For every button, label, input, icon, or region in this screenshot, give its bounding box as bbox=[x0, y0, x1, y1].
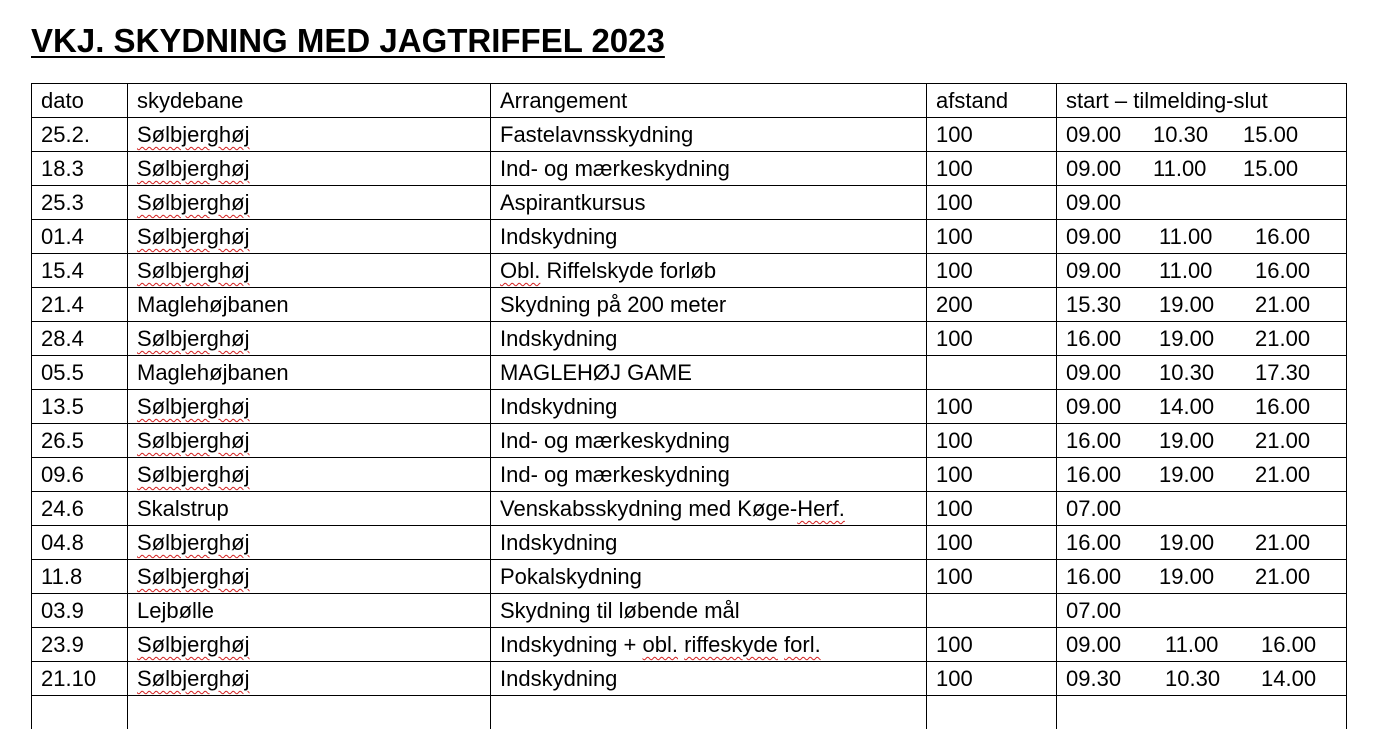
cell-afstand: 100 bbox=[927, 662, 1057, 696]
cell-arrangement: Skydning til løbende mål bbox=[491, 594, 927, 628]
cell-afstand: 200 bbox=[927, 288, 1057, 322]
cell-dato: 01.4 bbox=[32, 220, 128, 254]
skydebane-text: Maglehøjbanen bbox=[137, 360, 289, 385]
cell-skydebane bbox=[128, 560, 491, 594]
cell-tider bbox=[1057, 424, 1347, 458]
cell-afstand: 100 bbox=[927, 390, 1057, 424]
cell-dato: 24.6 bbox=[32, 492, 128, 526]
cell-arrangement: Indskydning bbox=[491, 322, 927, 356]
table-row bbox=[32, 288, 1347, 322]
table-header-row bbox=[32, 84, 1347, 118]
skydebane-text: Sølbjerghøj bbox=[137, 428, 249, 453]
cell-tider bbox=[1057, 220, 1347, 254]
time-slut: 15.00 bbox=[1243, 118, 1331, 151]
time-slut: 21.00 bbox=[1255, 288, 1343, 321]
cell-skydebane bbox=[128, 696, 491, 729]
cell-afstand: 100 bbox=[927, 458, 1057, 492]
cell-dato: 05.5 bbox=[32, 356, 128, 390]
skydebane-text: Sølbjerghøj bbox=[137, 156, 249, 181]
cell-tider bbox=[1057, 458, 1347, 492]
table-row bbox=[32, 186, 1347, 220]
cell-skydebane bbox=[128, 492, 491, 526]
cell-tider bbox=[1057, 662, 1347, 696]
skydebane-text: Sølbjerghøj bbox=[137, 326, 249, 351]
cell-dato: 28.4 bbox=[32, 322, 128, 356]
cell-dato: 21.10 bbox=[32, 662, 128, 696]
cell-dato: 21.4 bbox=[32, 288, 128, 322]
table-row bbox=[32, 152, 1347, 186]
spelling-flag: Obl. bbox=[500, 258, 540, 283]
cell-arrangement: Indskydning bbox=[491, 390, 927, 424]
table-row bbox=[32, 322, 1347, 356]
cell-arrangement: Ind- og mærkeskydning bbox=[491, 424, 927, 458]
table-row bbox=[32, 458, 1347, 492]
cell-arrangement: Pokalskydning bbox=[491, 560, 927, 594]
time-start: 09.00 bbox=[1066, 390, 1159, 423]
cell-skydebane bbox=[128, 424, 491, 458]
table-row bbox=[32, 662, 1347, 696]
time-tilmelding: 11.00 bbox=[1165, 628, 1261, 661]
cell-tider bbox=[1057, 322, 1347, 356]
cell-dato: 26.5 bbox=[32, 424, 128, 458]
time-start: 09.00 bbox=[1066, 220, 1159, 253]
table-row bbox=[32, 492, 1347, 526]
cell-arrangement: Indskydning bbox=[491, 526, 927, 560]
time-tilmelding: 19.00 bbox=[1159, 322, 1255, 355]
time-tilmelding: 11.00 bbox=[1159, 254, 1255, 287]
cell-dato: 25.3 bbox=[32, 186, 128, 220]
spelling-flag: riffeskyde bbox=[684, 632, 778, 657]
time-start: 09.00 bbox=[1066, 356, 1159, 389]
cell-dato: 23.9 bbox=[32, 628, 128, 662]
time-start: 16.00 bbox=[1066, 424, 1159, 457]
skydebane-text: Sølbjerghøj bbox=[137, 258, 249, 283]
time-tilmelding: 11.00 bbox=[1153, 152, 1243, 185]
time-slut: 15.00 bbox=[1243, 152, 1331, 185]
cell-arrangement: Ind- og mærkeskydning bbox=[491, 458, 927, 492]
table-row bbox=[32, 254, 1347, 288]
table-row bbox=[32, 696, 1347, 729]
cell-skydebane bbox=[128, 390, 491, 424]
time-start: 09.30 bbox=[1066, 662, 1165, 695]
cell-arrangement: Aspirantkursus bbox=[491, 186, 927, 220]
cell-afstand: 100 bbox=[927, 152, 1057, 186]
cell-skydebane bbox=[128, 220, 491, 254]
time-tilmelding: 11.00 bbox=[1159, 220, 1255, 253]
table-row bbox=[32, 118, 1347, 152]
cell-tider bbox=[1057, 560, 1347, 594]
spelling-flag: forl. bbox=[784, 632, 821, 657]
cell-skydebane bbox=[128, 152, 491, 186]
time-tilmelding: 14.00 bbox=[1159, 390, 1255, 423]
table-row bbox=[32, 628, 1347, 662]
cell-arrangement: Fastelavnsskydning bbox=[491, 118, 927, 152]
time-tilmelding: 10.30 bbox=[1159, 356, 1255, 389]
cell-tider bbox=[1057, 526, 1347, 560]
cell-afstand bbox=[927, 356, 1057, 390]
table-row bbox=[32, 526, 1347, 560]
cell-tider bbox=[1057, 696, 1347, 729]
cell-tider bbox=[1057, 390, 1347, 424]
cell-afstand bbox=[927, 696, 1057, 729]
header-tider: start – tilmelding-slut bbox=[1057, 84, 1347, 118]
cell-afstand: 100 bbox=[927, 424, 1057, 458]
time-slut: 16.00 bbox=[1255, 254, 1343, 287]
cell-skydebane bbox=[128, 254, 491, 288]
time-slut: 21.00 bbox=[1255, 560, 1343, 593]
skydebane-text: Sølbjerghøj bbox=[137, 632, 249, 657]
cell-skydebane bbox=[128, 594, 491, 628]
time-start: 09.00 bbox=[1066, 118, 1153, 151]
cell-afstand: 100 bbox=[927, 220, 1057, 254]
time-start: 16.00 bbox=[1066, 458, 1159, 491]
spelling-flag: obl. bbox=[643, 632, 678, 657]
cell-dato: 09.6 bbox=[32, 458, 128, 492]
skydebane-text: Maglehøjbanen bbox=[137, 292, 289, 317]
spelling-flag: Herf. bbox=[797, 496, 845, 521]
cell-afstand: 100 bbox=[927, 526, 1057, 560]
header-afstand: afstand bbox=[927, 84, 1057, 118]
table-row bbox=[32, 424, 1347, 458]
cell-dato: 03.9 bbox=[32, 594, 128, 628]
cell-tider bbox=[1057, 594, 1347, 628]
time-slut: 21.00 bbox=[1255, 458, 1343, 491]
cell-skydebane bbox=[128, 118, 491, 152]
header-dato: dato bbox=[32, 84, 128, 118]
cell-skydebane bbox=[128, 186, 491, 220]
schedule-table bbox=[31, 83, 1347, 729]
time-tilmelding: 10.30 bbox=[1165, 662, 1261, 695]
cell-arrangement: MAGLEHØJ GAME bbox=[491, 356, 927, 390]
time-slut: 16.00 bbox=[1255, 220, 1343, 253]
cell-skydebane bbox=[128, 662, 491, 696]
time-start: 16.00 bbox=[1066, 322, 1159, 355]
cell-afstand bbox=[927, 594, 1057, 628]
time-start: 07.00 bbox=[1066, 492, 1159, 525]
cell-dato: 13.5 bbox=[32, 390, 128, 424]
time-tilmelding: 19.00 bbox=[1159, 458, 1255, 491]
skydebane-text: Sølbjerghøj bbox=[137, 564, 249, 589]
document-title: VKJ. SKYDNING MED JAGTRIFFEL 2023 bbox=[31, 20, 665, 62]
cell-skydebane bbox=[128, 458, 491, 492]
time-slut: 16.00 bbox=[1255, 390, 1343, 423]
cell-arrangement bbox=[491, 696, 927, 729]
cell-tider bbox=[1057, 628, 1347, 662]
table-row bbox=[32, 220, 1347, 254]
cell-arrangement: Indskydning bbox=[491, 662, 927, 696]
time-tilmelding: 10.30 bbox=[1153, 118, 1243, 151]
cell-skydebane bbox=[128, 526, 491, 560]
cell-dato: 25.2. bbox=[32, 118, 128, 152]
time-slut: 16.00 bbox=[1261, 628, 1347, 661]
skydebane-text: Sølbjerghøj bbox=[137, 122, 249, 147]
header-arrangement: Arrangement bbox=[491, 84, 927, 118]
cell-dato bbox=[32, 696, 128, 729]
cell-arrangement: Ind- og mærkeskydning bbox=[491, 152, 927, 186]
cell-skydebane bbox=[128, 322, 491, 356]
time-slut: 21.00 bbox=[1255, 424, 1343, 457]
skydebane-text: Lejbølle bbox=[137, 598, 214, 623]
cell-tider bbox=[1057, 118, 1347, 152]
cell-tider bbox=[1057, 152, 1347, 186]
cell-tider bbox=[1057, 288, 1347, 322]
skydebane-text: Sølbjerghøj bbox=[137, 666, 249, 691]
time-start: 09.00 bbox=[1066, 628, 1165, 661]
cell-arrangement: Indskydning + obl. riffeskyde forl. bbox=[491, 628, 927, 662]
time-start: 16.00 bbox=[1066, 526, 1159, 559]
cell-arrangement: Skydning på 200 meter bbox=[491, 288, 927, 322]
time-start: 16.00 bbox=[1066, 560, 1159, 593]
cell-afstand: 100 bbox=[927, 118, 1057, 152]
time-slut: 17.30 bbox=[1255, 356, 1343, 389]
cell-skydebane bbox=[128, 628, 491, 662]
cell-dato: 18.3 bbox=[32, 152, 128, 186]
cell-skydebane bbox=[128, 288, 491, 322]
cell-afstand: 100 bbox=[927, 322, 1057, 356]
cell-dato: 15.4 bbox=[32, 254, 128, 288]
time-start: 09.00 bbox=[1066, 152, 1153, 185]
cell-tider bbox=[1057, 356, 1347, 390]
cell-arrangement: Indskydning bbox=[491, 220, 927, 254]
cell-tider bbox=[1057, 186, 1347, 220]
cell-afstand: 100 bbox=[927, 186, 1057, 220]
cell-arrangement: Venskabsskydning med Køge-Herf. bbox=[491, 492, 927, 526]
cell-afstand: 100 bbox=[927, 492, 1057, 526]
table-row bbox=[32, 356, 1347, 390]
time-tilmelding: 19.00 bbox=[1159, 560, 1255, 593]
cell-dato: 04.8 bbox=[32, 526, 128, 560]
time-slut: 21.00 bbox=[1255, 526, 1343, 559]
schedule-body bbox=[32, 84, 1347, 729]
time-start: 15.30 bbox=[1066, 288, 1159, 321]
time-tilmelding: 19.00 bbox=[1159, 424, 1255, 457]
skydebane-text: Skalstrup bbox=[137, 496, 229, 521]
time-tilmelding: 19.00 bbox=[1159, 526, 1255, 559]
time-start: 09.00 bbox=[1066, 254, 1159, 287]
skydebane-text: Sølbjerghøj bbox=[137, 462, 249, 487]
time-tilmelding: 19.00 bbox=[1159, 288, 1255, 321]
time-slut: 21.00 bbox=[1255, 322, 1343, 355]
skydebane-text: Sølbjerghøj bbox=[137, 224, 249, 249]
cell-afstand: 100 bbox=[927, 560, 1057, 594]
time-start: 07.00 bbox=[1066, 594, 1159, 627]
cell-afstand: 100 bbox=[927, 254, 1057, 288]
header-skydebane: skydebane bbox=[128, 84, 491, 118]
cell-tider bbox=[1057, 492, 1347, 526]
skydebane-text: Sølbjerghøj bbox=[137, 394, 249, 419]
cell-arrangement: Obl. Riffelskyde forløb bbox=[491, 254, 927, 288]
cell-afstand: 100 bbox=[927, 628, 1057, 662]
cell-skydebane bbox=[128, 356, 491, 390]
cell-tider bbox=[1057, 254, 1347, 288]
skydebane-text: Sølbjerghøj bbox=[137, 530, 249, 555]
time-slut: 14.00 bbox=[1261, 662, 1347, 695]
table-row bbox=[32, 594, 1347, 628]
time-start: 09.00 bbox=[1066, 186, 1159, 219]
skydebane-text: Sølbjerghøj bbox=[137, 190, 249, 215]
table-row bbox=[32, 390, 1347, 424]
table-row bbox=[32, 560, 1347, 594]
cell-dato: 11.8 bbox=[32, 560, 128, 594]
